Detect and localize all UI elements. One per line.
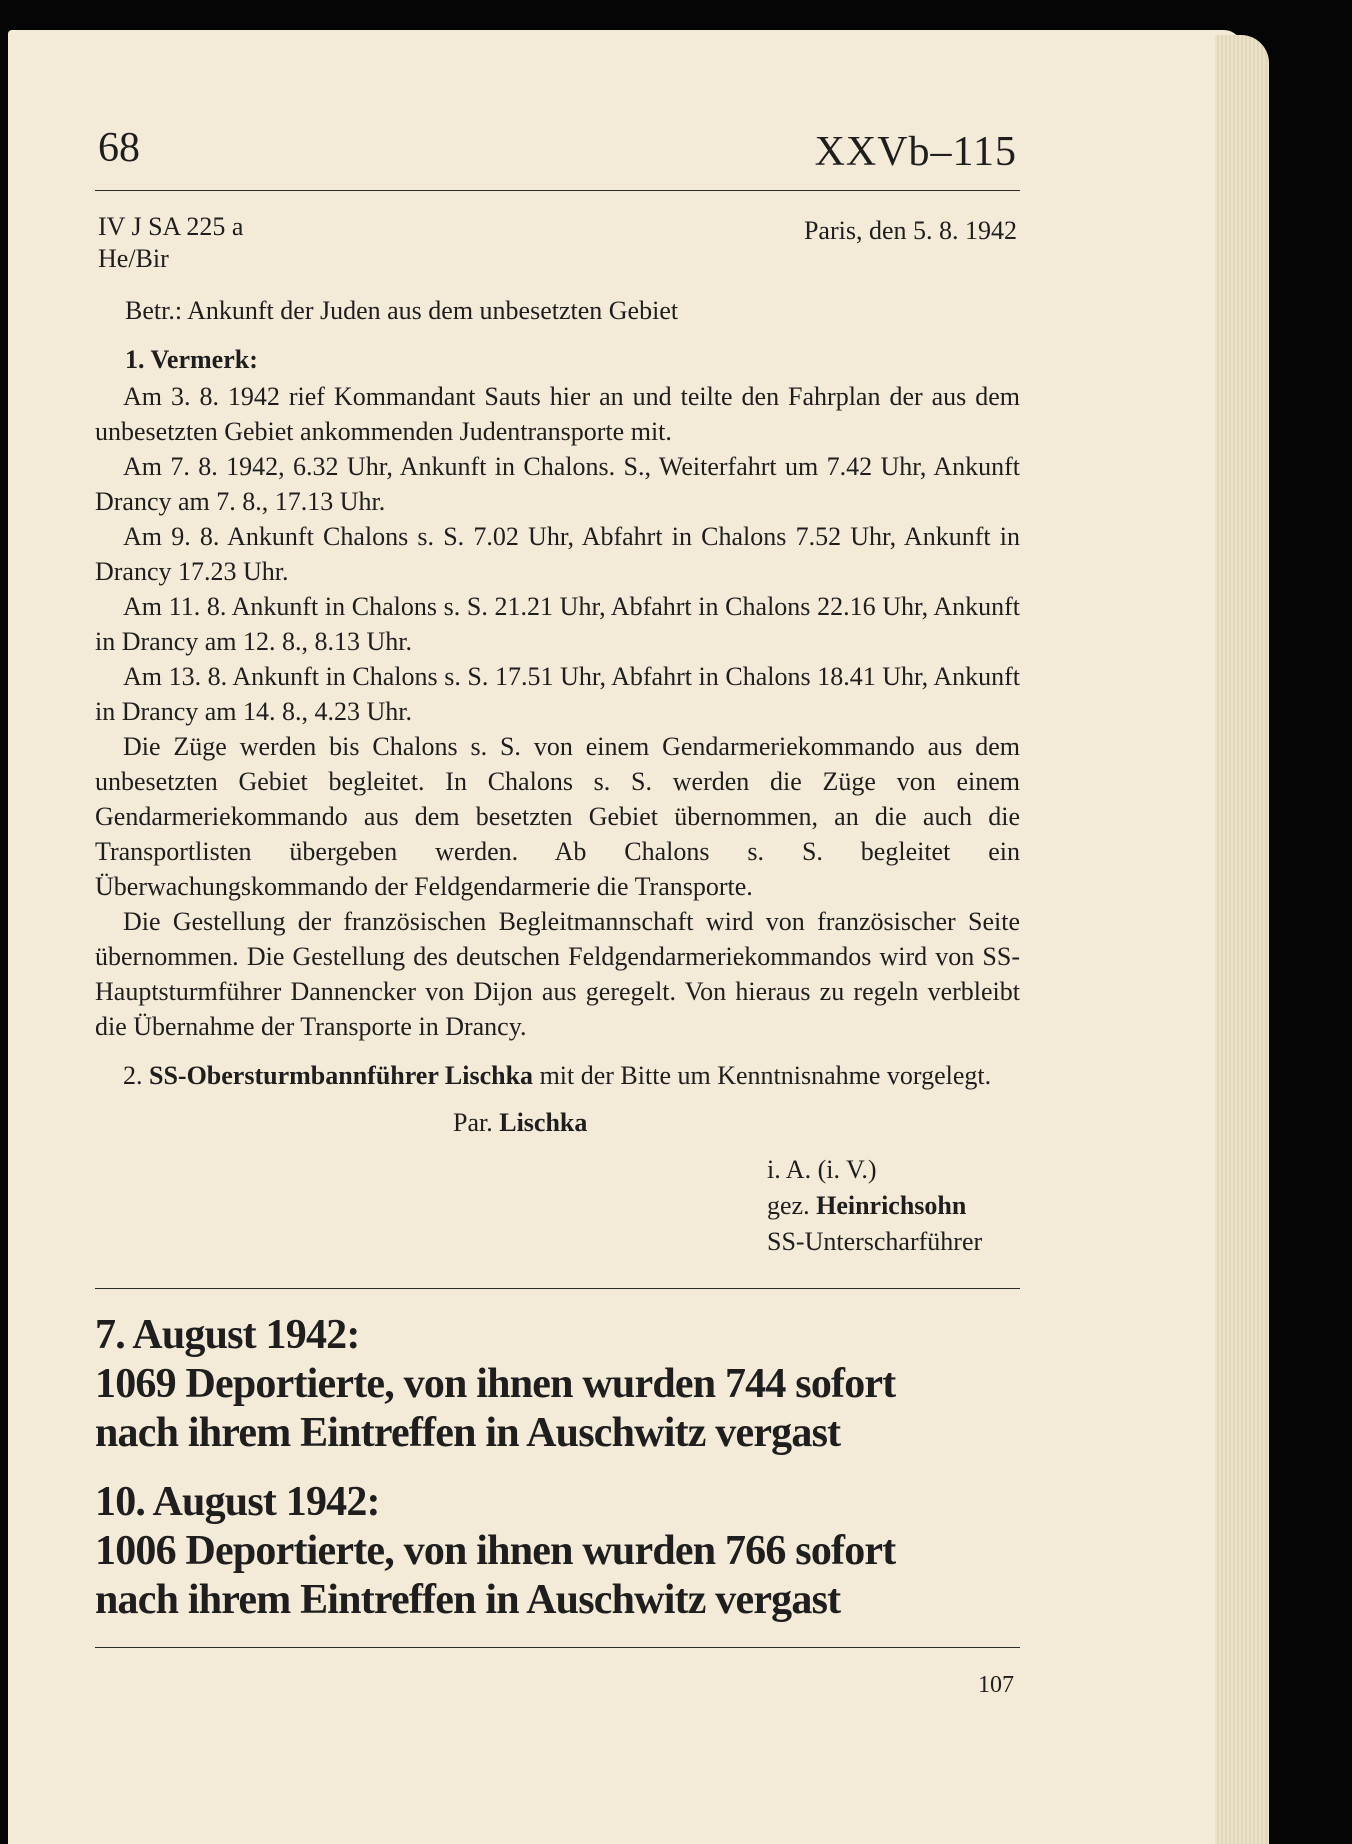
summary-line: nach ihrem Eintreffen in Auschwitz vergast (95, 1410, 841, 1456)
closing-suffix: mit der Bitte um Kenntnisnahme vorgelegt. (533, 1061, 992, 1090)
paragraph: Am 7. 8. 1942, 6.32 Uhr, Ankunft in Chalons. S., Weiterfahrt um 7.42 Uhr, Ankunft Drancy am 7. 8., 17.13 Uhr. (95, 452, 1020, 516)
author-initials: He/Bir (98, 244, 169, 273)
summary-line: nach ihrem Eintreffen in Auschwitz vergast (95, 1577, 841, 1623)
closing-recipient: SS-Obersturmbannführer Lischka (149, 1061, 534, 1090)
letter-meta (95, 211, 1020, 283)
signature-prefix: gez. (767, 1191, 817, 1220)
file-reference: IV J SA 225 a (98, 212, 244, 241)
page-edges (1215, 35, 1269, 1844)
signature-block (767, 1152, 1020, 1260)
place-date: Paris, den 5. 8. 1942 (803, 216, 1017, 245)
signature-line (767, 1188, 1020, 1224)
subject-line: Betr.: Ankunft der Juden aus dem unbesetzten Gebiet (125, 296, 679, 325)
divider (95, 1288, 1020, 1289)
paragraph: Am 11. 8. Ankunft in Chalons s. S. 21.21 Uhr, Abfahrt in Chalons 22.16 Uhr, Ankunft in Drancy am 12. 8., 8.13 Uhr. (95, 592, 1020, 656)
paragraph: Am 9. 8. Ankunft Chalons s. S. 7.02 Uhr, Abfahrt in Chalons 7.52 Uhr, Ankunft in Drancy 17.23 Uhr. (95, 522, 1020, 586)
summary-line: 1069 Deportierte, von ihnen wurden 744 sofort (95, 1361, 896, 1407)
signature-authority: i. A. (i. V.) (767, 1155, 877, 1184)
summary-date: 10. August 1942: (95, 1479, 380, 1525)
paragraph: Am 13. 8. Ankunft in Chalons s. S. 17.51 Uhr, Abfahrt in Chalons 18.41 Uhr, Ankunft in Drancy am 14. 8., 4.23 Uhr. (95, 662, 1020, 726)
signature-rank: SS-Unterscharführer (767, 1227, 983, 1256)
closing-prefix: 2. (123, 1061, 149, 1090)
summary-line: 1006 Deportierte, von ihnen wurden 766 sofort (95, 1528, 896, 1574)
page-content (95, 100, 1020, 1699)
signature-name: Heinrichsohn (816, 1191, 967, 1220)
summary-date: 7. August 1942: (95, 1312, 360, 1358)
header-page-number: 68 (98, 125, 140, 171)
par-prefix: Par. (453, 1108, 500, 1137)
summary-block (95, 1478, 1020, 1625)
paragraph: Am 3. 8. 1942 rief Kommandant Sauts hier an und teilte den Fahrplan der aus dem unbesetzten Gebiet ankommenden Judentransporte mit. (95, 382, 1020, 446)
par-name: Lischka (499, 1108, 588, 1137)
summary-block (95, 1311, 1020, 1458)
file-reference-block (98, 211, 243, 275)
divider (95, 1647, 1020, 1648)
letter-body (95, 293, 1020, 1140)
paragraph: Die Gestellung der französischen Begleitmannschaft wird von französischer Seite übernommen. Die Gestellung des deutschen Feldgendarmeriekommandos wird von SS-Hauptsturmführer Dannencker von Dijon aus geregelt. Von hieraus zu regeln verbleibt die Übernahme der Transporte in Drancy. (95, 907, 1020, 1041)
running-header (95, 100, 1020, 191)
vermerk-heading: 1. Vermerk: (125, 345, 258, 374)
par-line (95, 1105, 1020, 1140)
footer-page-number: 107 (978, 1672, 1014, 1698)
closing-paragraph (95, 1058, 1020, 1093)
paragraph: Die Züge werden bis Chalons s. S. von einem Gendarmeriekommando aus dem unbesetzten Gebiet begleitet. In Chalons s. S. werden die Züge von einem Gendarmeriekommando aus dem besetzten Gebiet übernommen, an die auch die Transportlisten übergeben werden. Ab Chalons s. S. begleitet ein Überwachungskommando der Feldgendarmerie die Transporte. (95, 732, 1020, 901)
header-document-ref: XXVb–115 (814, 129, 1017, 175)
